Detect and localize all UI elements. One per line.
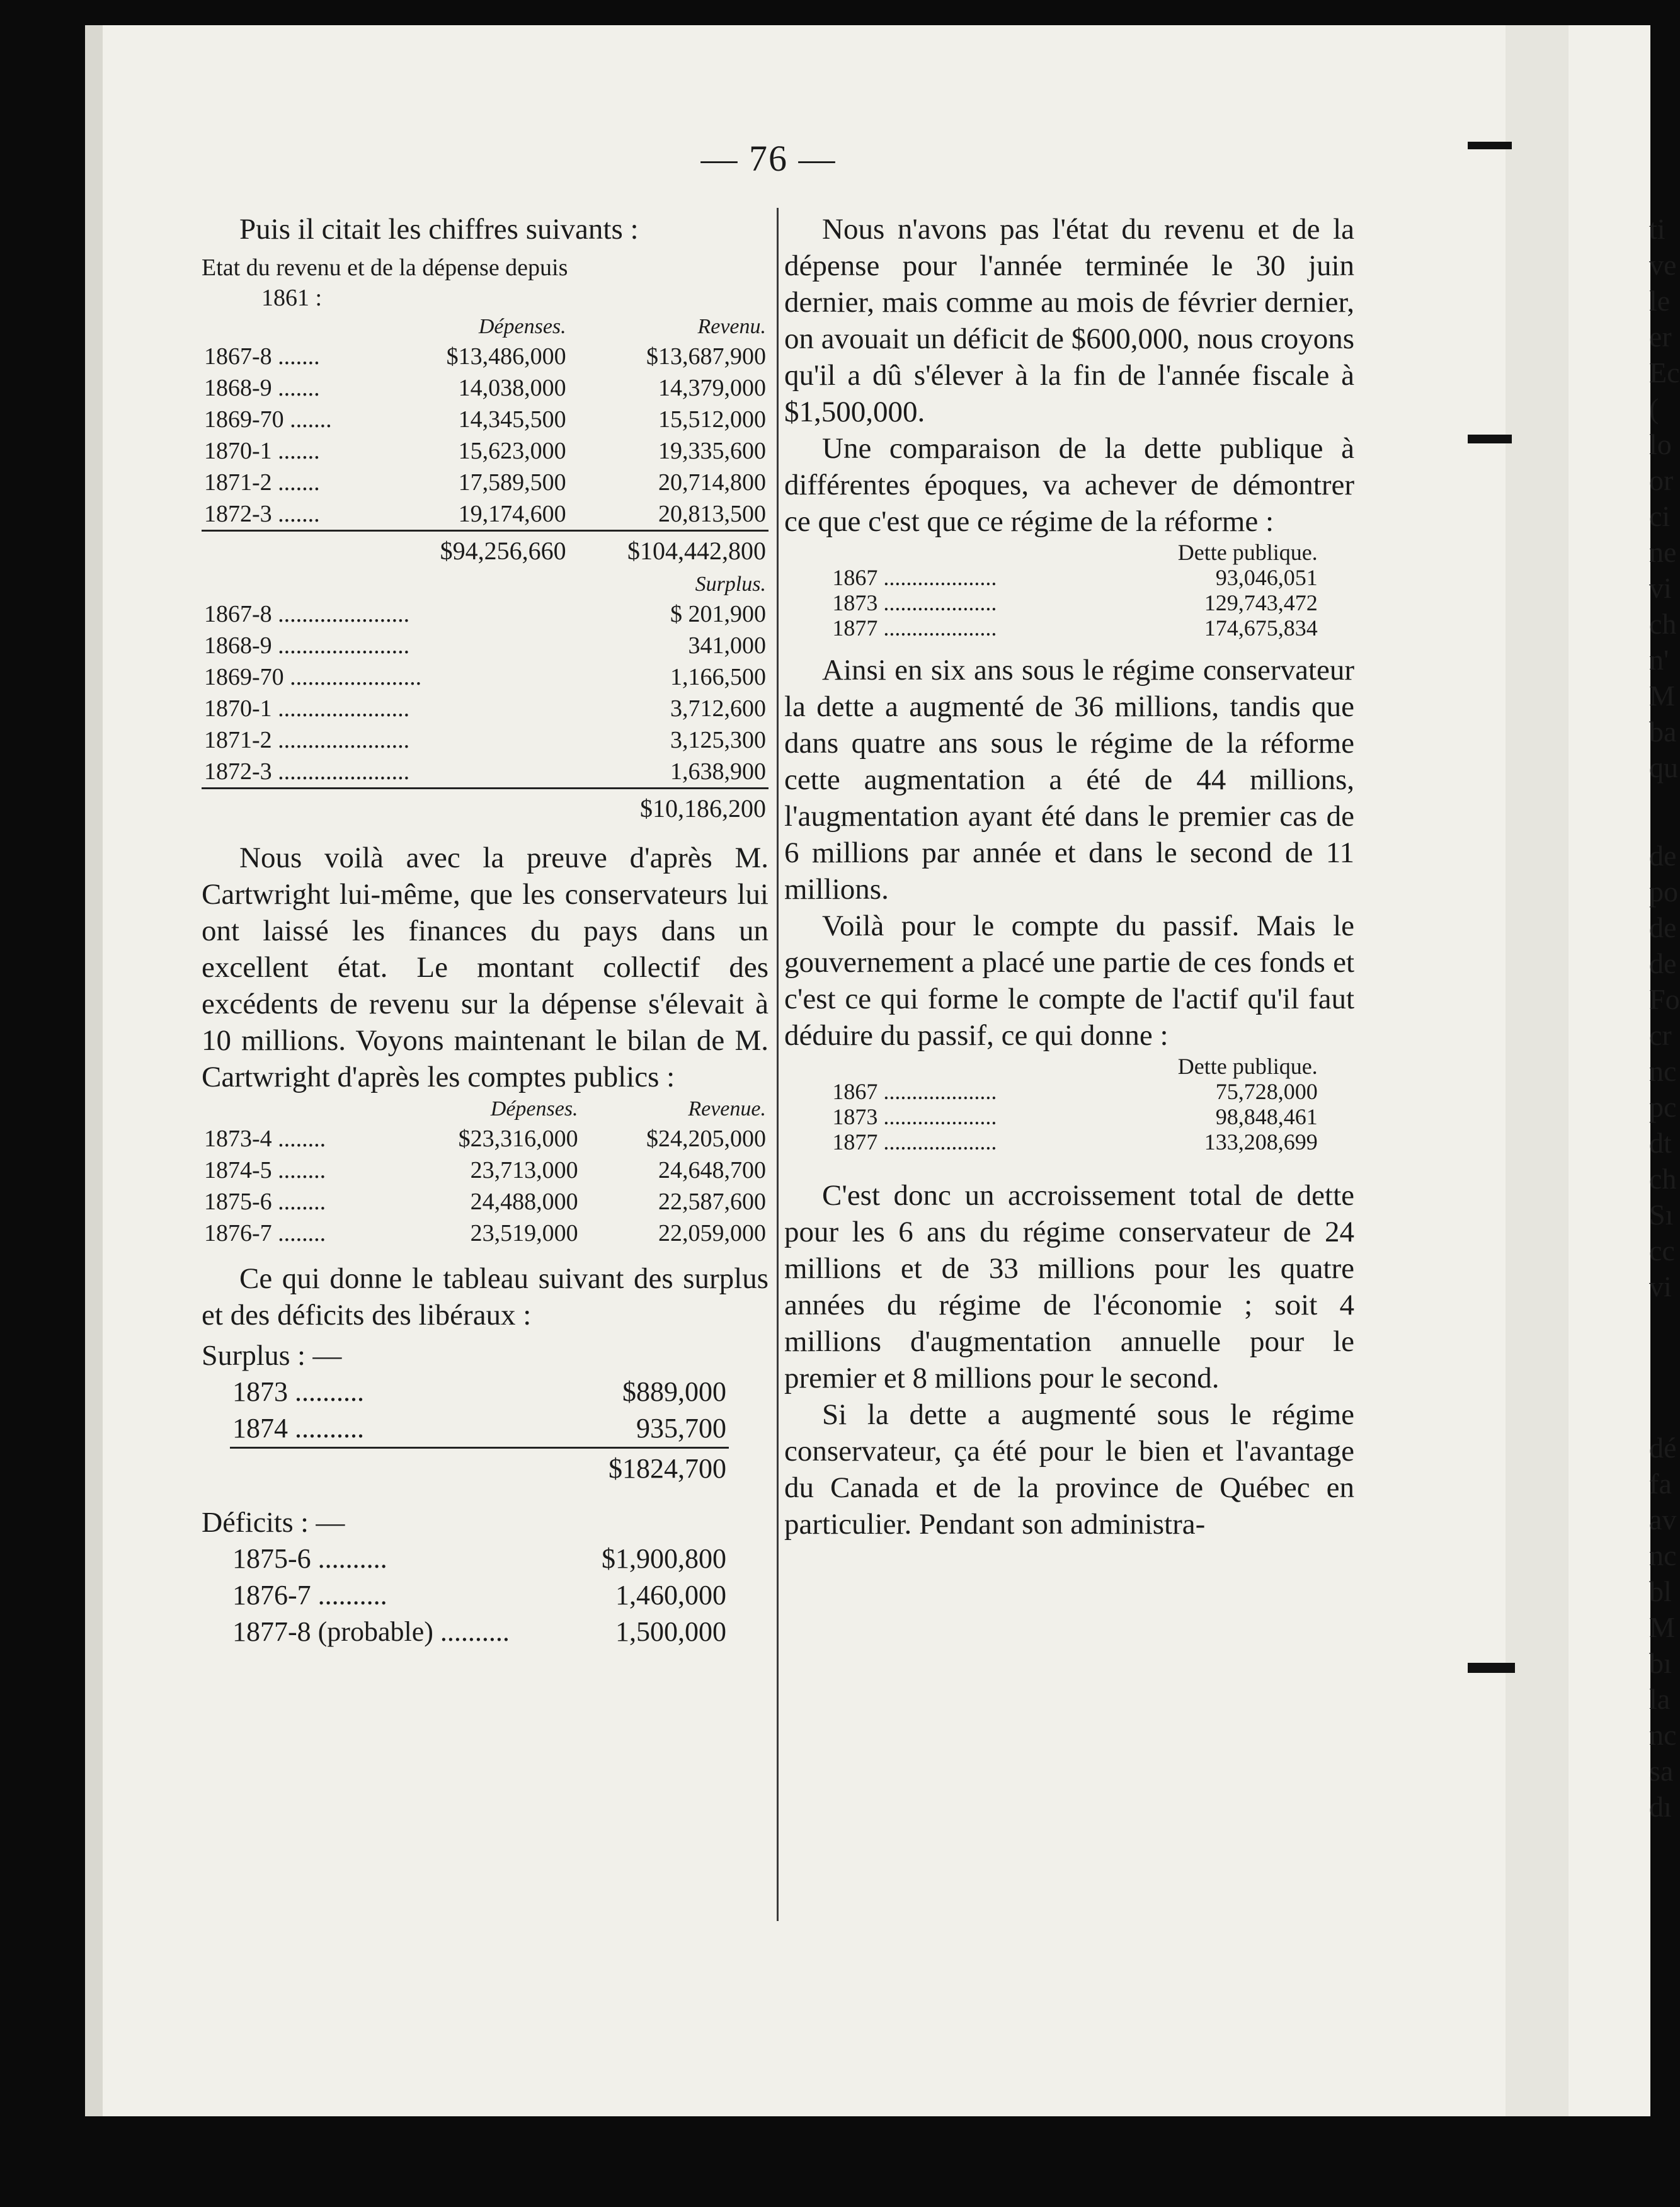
paragraph-accroissement: C'est donc un accroissement total de dette pour les 6 ans du régime conservateur de 24 millions et de 33 millions pour les quatre années du régime de l'économie ; soit 4 millions d'augmentation annuelle pour le premier et 8 millions pour le second.	[784, 1179, 1354, 1394]
edge-fragment: or	[1649, 464, 1674, 496]
col-header-depenses: Dépenses.	[478, 315, 566, 338]
row-year	[202, 1186, 392, 1218]
row-revenue: $24,205,000	[646, 1126, 766, 1152]
intro-paragraph: Puis il citait les chiffres suivants :	[239, 213, 639, 246]
leader-dots: ......................	[271, 601, 410, 627]
debt1-header: Dette publique.	[1177, 540, 1318, 565]
row-depenses: 24,488,000	[470, 1189, 578, 1215]
row-value: 935,700	[636, 1413, 726, 1444]
row-label: 1871-2	[204, 469, 272, 496]
row-label: 1871-2	[204, 727, 272, 753]
surplus-total-row	[202, 789, 769, 829]
edge-fragment: bl	[1649, 1575, 1672, 1607]
leader-dots: ....................	[877, 615, 997, 641]
row-year	[230, 1614, 571, 1650]
leader-dots: ......................	[271, 727, 410, 753]
table-row	[202, 630, 769, 661]
row-label: 1869-70	[204, 406, 284, 433]
leader-dots: ....................	[877, 590, 997, 615]
row-label: 1875-6	[204, 1189, 272, 1215]
row-debt: 133,208,699	[1204, 1129, 1318, 1155]
row-label: 1868-9	[204, 375, 272, 401]
leader-dots: ........	[271, 1189, 326, 1215]
surplus-header-row	[202, 571, 769, 598]
row-year	[230, 1374, 493, 1410]
row-depenses: $13,486,000	[446, 343, 566, 370]
binding-mark	[1468, 142, 1512, 149]
row-depenses: 23,713,000	[470, 1157, 578, 1183]
row-label: 1867-8	[204, 343, 272, 370]
table-row	[202, 467, 769, 498]
leader-dots: ..........	[288, 1413, 364, 1444]
row-revenue: 22,059,000	[658, 1220, 766, 1246]
row-depenses: $23,316,000	[458, 1126, 578, 1152]
public-debt-table-2	[830, 1054, 1320, 1155]
page-number: — 76 —	[700, 138, 837, 179]
row-year	[202, 404, 386, 435]
revenue-expense-table	[202, 313, 769, 571]
table-row	[202, 435, 769, 467]
edge-fragment: vi	[1649, 572, 1672, 604]
row-year	[830, 565, 1094, 590]
edge-fragment: la	[1649, 1683, 1671, 1715]
row-year	[830, 615, 1094, 641]
table-row	[830, 590, 1320, 615]
row-label: 1877-8 (probable)	[232, 1616, 433, 1647]
table1-title-year: 1861 :	[261, 285, 323, 311]
total-depenses: $94,256,660	[386, 531, 568, 571]
row-revenu: $13,687,900	[646, 343, 766, 370]
row-label: 1874-5	[204, 1157, 272, 1183]
row-label: 1873-4	[204, 1126, 272, 1152]
row-surplus: 1,166,500	[670, 664, 766, 690]
row-surplus: $ 201,900	[670, 601, 766, 627]
paragraph-regime-conservateur: Si la dette a augmenté sous le régime conservateur, ça été pour le bien et l'avantage du Canada et de la province de Québec en particulier. Pendant son administra-	[784, 1398, 1354, 1541]
row-label: 1869-70	[204, 664, 284, 690]
leader-dots: ....................	[877, 565, 997, 590]
col-header-revenue-2: Revenue.	[688, 1097, 766, 1121]
row-year	[202, 598, 558, 630]
row-surplus: 3,125,300	[670, 727, 766, 753]
deficit-label: Déficits : —	[202, 1506, 345, 1538]
row-year	[230, 1541, 571, 1577]
edge-fragment: dı	[1649, 1791, 1672, 1823]
row-label: 1873	[832, 1104, 878, 1129]
table-row	[202, 724, 769, 756]
row-label: 1867	[832, 1079, 878, 1104]
paragraph-cartwright: Nous voilà avec la preuve d'après M. Cartwright lui-même, que les conservateurs lui ont laissé les finances du pays dans un excellent état. Le montant collectif des excédents de revenu sur la dépense s'élevait à 10 millions. Voyons maintenant le bilan de M. Cartwright d'après les comptes publics :	[202, 841, 769, 1093]
column-divider	[777, 208, 779, 1921]
table-row	[202, 372, 769, 404]
row-label: 1877	[832, 615, 878, 641]
row-year	[202, 661, 558, 693]
row-revenu: 15,512,000	[658, 406, 766, 433]
leader-dots: .......	[271, 501, 320, 527]
row-depenses: 14,038,000	[458, 375, 566, 401]
leader-dots: ..........	[311, 1543, 387, 1574]
edge-fragment: ch	[1649, 608, 1677, 640]
table1-body	[202, 341, 769, 531]
row-label: 1876-7	[232, 1580, 311, 1611]
table-row	[230, 1410, 729, 1448]
row-label: 1870-1	[204, 438, 272, 464]
row-surplus: 341,000	[688, 632, 766, 659]
table-row	[230, 1374, 729, 1410]
edge-fragment: ba	[1649, 716, 1677, 748]
row-depenses: 14,345,500	[458, 406, 566, 433]
edge-fragment: av	[1649, 1503, 1677, 1536]
edge-fragment: (	[1649, 392, 1659, 425]
col-header-depenses-2: Dépenses.	[490, 1097, 578, 1121]
table-row	[202, 1186, 769, 1218]
row-revenu: 19,335,600	[658, 438, 766, 464]
edge-fragment: ve	[1649, 249, 1677, 281]
edge-fragment: Sı	[1649, 1199, 1674, 1231]
row-year	[202, 630, 558, 661]
leader-dots: ..........	[311, 1580, 387, 1611]
edge-fragment: ne	[1649, 536, 1677, 568]
edge-fragment: ch	[1649, 1163, 1677, 1195]
table-row	[830, 1079, 1320, 1104]
edge-fragment: ci	[1649, 500, 1671, 532]
edge-fragment: ti	[1649, 213, 1666, 245]
edge-fragment: de	[1649, 840, 1677, 872]
leader-dots: .......	[271, 343, 320, 370]
row-year	[230, 1410, 493, 1448]
row-year	[830, 590, 1094, 615]
liberal-deficit-list	[230, 1541, 729, 1650]
leader-dots: ..........	[433, 1616, 510, 1647]
paragraph-tableau: Ce qui donne le tableau suivant des surplus et des déficits des libéraux :	[202, 1262, 769, 1332]
leader-dots: .......	[283, 406, 332, 433]
edge-fragment: nc	[1649, 1055, 1677, 1087]
row-year	[830, 1104, 1094, 1129]
edge-fragment: de	[1649, 911, 1677, 944]
right-column	[784, 211, 1354, 1543]
row-year	[202, 435, 386, 467]
edge-fragment: de	[1649, 947, 1677, 979]
edge-fragment: po	[1649, 875, 1678, 908]
row-depenses: 17,589,500	[458, 469, 566, 496]
liberal-accounts-table	[202, 1095, 769, 1249]
edge-fragment: nc	[1649, 1539, 1677, 1571]
row-revenue: 22,587,600	[658, 1189, 766, 1215]
paragraph-revenu-annee: Nous n'avons pas l'état du revenu et de la dépense pour l'année terminée le 30 juin dernier, mais comme au mois de février dernier, on avouait un déficit de $600,000, nous croyons qu'il a dû s'élever à la fin de l'année fiscale à $1,500,000.	[784, 213, 1354, 428]
table-row	[202, 498, 769, 531]
row-revenu: 20,714,800	[658, 469, 766, 496]
leader-dots: ........	[271, 1126, 326, 1152]
row-year	[202, 756, 558, 789]
leader-dots: .......	[271, 438, 320, 464]
leader-dots: ......................	[271, 758, 410, 785]
row-label: 1874	[232, 1413, 288, 1444]
row-label: 1873	[232, 1376, 288, 1407]
edge-fragment: n'	[1649, 644, 1669, 676]
table-total-row	[202, 531, 769, 571]
row-debt: 174,675,834	[1204, 615, 1318, 641]
row-value: 1,460,000	[615, 1580, 726, 1611]
row-debt: 129,743,472	[1204, 590, 1318, 615]
leader-dots: ....................	[877, 1104, 997, 1129]
row-value: $1,900,800	[602, 1543, 726, 1574]
row-year	[202, 724, 558, 756]
row-revenu: 14,379,000	[658, 375, 766, 401]
total-revenu: $104,442,800	[569, 531, 769, 571]
row-surplus: 3,712,600	[670, 695, 766, 722]
edge-fragment: bı	[1649, 1647, 1672, 1679]
leader-dots: ..........	[288, 1376, 364, 1407]
row-year	[202, 693, 558, 724]
leader-dots: ....................	[877, 1129, 997, 1155]
row-depenses: 19,174,600	[458, 501, 566, 527]
row-year	[202, 1123, 392, 1155]
row-value: $889,000	[622, 1376, 726, 1407]
edge-fragment: dé	[1649, 1432, 1677, 1464]
table2-body	[202, 1123, 769, 1249]
leader-dots: ......................	[271, 695, 410, 722]
table-row	[230, 1541, 729, 1577]
edge-fragment: le	[1649, 285, 1671, 317]
surplus-label: Surplus : —	[202, 1339, 342, 1371]
row-year	[202, 1218, 392, 1249]
edge-fragment: fa	[1649, 1468, 1672, 1500]
liberal-surplus-total-row	[230, 1448, 729, 1490]
surplus-table	[202, 571, 769, 828]
table-row	[230, 1577, 729, 1614]
table-row	[202, 1123, 769, 1155]
row-label: 1873	[832, 590, 878, 615]
edge-fragment: Fo	[1649, 983, 1680, 1015]
table-row	[202, 598, 769, 630]
row-depenses: 15,623,000	[458, 438, 566, 464]
table2-header-row	[202, 1095, 769, 1123]
edge-fragment: M	[1649, 680, 1675, 712]
row-label: 1872-3	[204, 501, 272, 527]
edge-fragment: nc	[1649, 1719, 1677, 1751]
surplus-header: Surplus.	[695, 573, 766, 596]
row-label: 1872-3	[204, 758, 272, 785]
row-revenu: 20,813,500	[658, 501, 766, 527]
leader-dots: ....................	[877, 1079, 997, 1104]
leader-dots: ........	[271, 1157, 326, 1183]
row-label: 1867-8	[204, 601, 272, 627]
row-year	[202, 467, 386, 498]
edge-fragment: vi	[1649, 1270, 1672, 1303]
row-debt: 93,046,051	[1215, 565, 1318, 590]
edge-fragment: er	[1649, 321, 1672, 353]
row-year	[202, 341, 386, 372]
row-revenue: 24,648,700	[658, 1157, 766, 1183]
row-label: 1877	[832, 1129, 878, 1155]
row-debt: 75,728,000	[1215, 1079, 1318, 1104]
table-row	[202, 1155, 769, 1186]
paragraph-passif: Voilà pour le compte du passif. Mais le gouvernement a placé une partie de ces fonds et c'est ce qui forme le compte de l'actif qu'il faut déduire du passif, ce qui donne :	[784, 910, 1354, 1052]
row-label: 1868-9	[204, 632, 272, 659]
debt2-header: Dette publique.	[1177, 1054, 1318, 1079]
row-value: 1,500,000	[615, 1616, 726, 1647]
table-row	[202, 756, 769, 789]
edge-fragment: dt	[1649, 1127, 1672, 1159]
leader-dots: .......	[271, 375, 320, 401]
leader-dots: ........	[271, 1220, 326, 1246]
binding-mark	[1468, 435, 1512, 443]
leader-dots: ......................	[283, 664, 422, 690]
table-row	[202, 693, 769, 724]
edge-fragment: cr	[1649, 1019, 1672, 1051]
row-depenses: 23,519,000	[470, 1220, 578, 1246]
table-row	[830, 565, 1320, 590]
binding-mark	[1468, 1663, 1515, 1673]
row-label: 1870-1	[204, 695, 272, 722]
table-header-row	[202, 313, 769, 341]
table-row	[830, 1129, 1320, 1155]
edge-fragment: lo	[1649, 428, 1672, 460]
row-year	[202, 372, 386, 404]
row-year	[830, 1129, 1094, 1155]
edge-fragment: pc	[1649, 1091, 1677, 1123]
row-year	[830, 1079, 1094, 1104]
edge-fragment: qu	[1649, 751, 1678, 784]
leader-dots: ......................	[271, 632, 410, 659]
table-row	[202, 341, 769, 372]
liberal-surplus-list	[230, 1374, 729, 1489]
row-surplus: 1,638,900	[670, 758, 766, 785]
edge-fragment: cc	[1649, 1235, 1675, 1267]
liberal-surplus-total: $1824,700	[493, 1448, 729, 1490]
row-label: 1867	[832, 565, 878, 590]
table-row	[230, 1614, 729, 1650]
edge-fragment: sa	[1649, 1755, 1674, 1787]
edge-fragment: M	[1649, 1611, 1675, 1643]
table-row	[202, 404, 769, 435]
edge-fragment: Ec	[1649, 356, 1680, 389]
table1-title	[202, 253, 769, 313]
col-header-revenu: Revenu.	[697, 315, 766, 338]
row-debt: 98,848,461	[1215, 1104, 1318, 1129]
surplus-table-body	[202, 598, 769, 789]
surplus-total: $10,186,200	[558, 789, 769, 829]
table-row	[202, 1218, 769, 1249]
paragraph-six-ans: Ainsi en six ans sous le régime conservateur la dette a augmenté de 36 millions, tandis que dans quatre ans sous le régime de la réforme cette augmentation a été de 44 millions, l'augmentation ayant été dans le premier cas de 6 millions par année et dans le second de 11 millions.	[784, 654, 1354, 906]
table1-title-text: Etat du revenu et de la dépense depuis	[202, 254, 568, 281]
row-label: 1875-6	[232, 1543, 311, 1574]
paragraph-comparaison: Une comparaison de la dette publique à différentes époques, va achever de démontrer ce que c'est que ce régime de la réforme :	[784, 432, 1354, 538]
row-year	[202, 1155, 392, 1186]
table-row	[830, 615, 1320, 641]
table-row	[830, 1104, 1320, 1129]
leader-dots: .......	[271, 469, 320, 496]
row-year	[202, 498, 386, 531]
public-debt-table-1	[830, 540, 1320, 641]
row-year	[230, 1577, 571, 1614]
table-row	[202, 661, 769, 693]
left-column	[202, 211, 769, 1650]
row-label: 1876-7	[204, 1220, 272, 1246]
